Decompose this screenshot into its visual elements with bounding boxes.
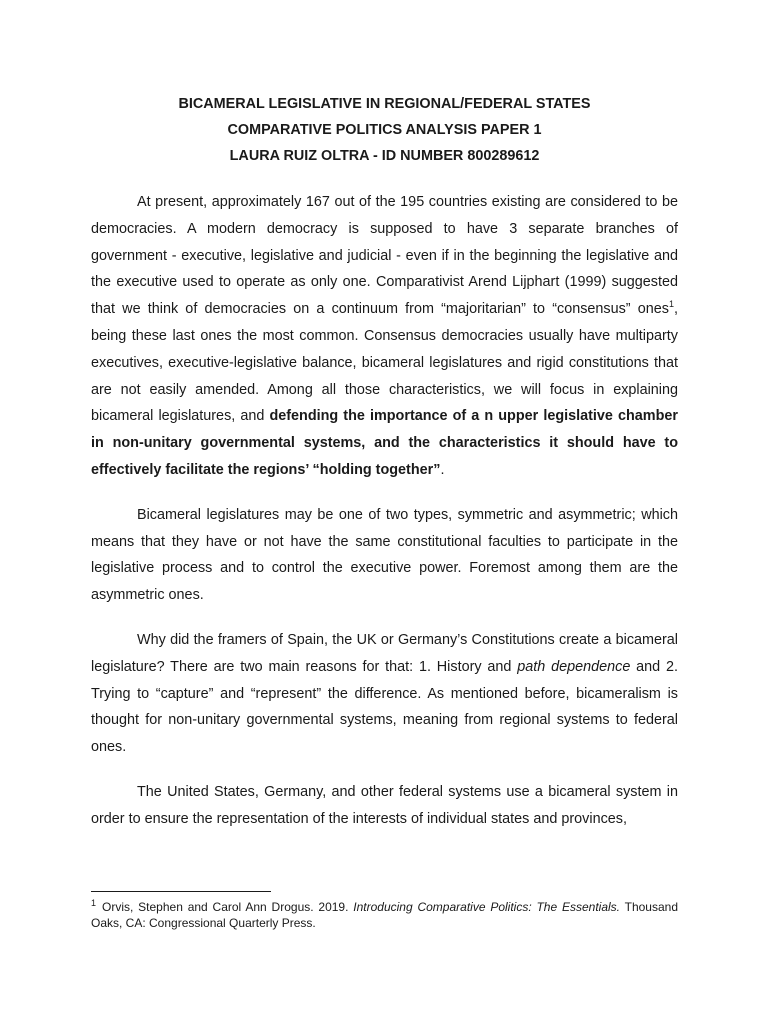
- paragraph-1: [91, 189, 678, 484]
- paragraph-3: [91, 627, 678, 761]
- paragraph-4: The United States, Germany, and other federal systems use a bicameral system in order to ensure the representation of the interests of individual states and provinces,: [91, 783, 678, 827]
- footnote-book-title: Introducing Comparative Politics: The Essentials.: [353, 900, 621, 914]
- paragraph-2: Bicameral legislatures may be one of two types, symmetric and asymmetric; which means that they have or not have the same constitutional faculties to participate in the legislative process and to control the executive power. Foremost among them are the asymmetric ones.: [91, 506, 678, 604]
- footnote-divider: [91, 891, 271, 892]
- footnote-publisher: Thousand Oaks, CA: Congressional Quarterly Press.: [91, 900, 678, 930]
- footnote: [91, 899, 678, 931]
- paragraph-1-thesis: defending the importance of a n upper legislative chamber in non-unitary governmental systems, and the characteristics it should have to effectively facilitate the regions’ “holding together”: [91, 408, 678, 478]
- paragraph-3-italic: path dependence: [517, 658, 631, 675]
- paper-title: BICAMERAL LEGISLATIVE IN REGIONAL/FEDERAL STATES: [178, 96, 591, 112]
- document-body: [91, 91, 678, 833]
- footnote-authors: Orvis, Stephen and Carol Ann Drogus. 2019.: [102, 900, 354, 914]
- footnote-reference: 1: [668, 299, 674, 310]
- paragraph-1-text-b: , being these last ones the most common. Consensus democracies usually have multiparty executives, executive-legislative balance, bicameral legislatures and rigid constitutions that are not easily amended. Among all those characteristics, we will focus in explaining bicameral legislatures, and: [91, 301, 678, 425]
- paper-subtitle: COMPARATIVE POLITICS ANALYSIS PAPER 1: [227, 122, 542, 138]
- paragraph-1-text-a: At present, approximately 167 out of the 195 countries existing are considered to be democracies. A modern democracy is supposed to have 3 separate branches of government - executive, legislative and judicial - even if in the beginning the legislative and the executive used to operate as only one. Comparativist Arend Lijphart (1999) suggested that we think of democracies on a continuum from “majoritarian” to “consensus” ones: [91, 194, 678, 318]
- author-line: LAURA RUIZ OLTRA - ID NUMBER 800289612: [229, 148, 540, 164]
- paragraph-1-end: .: [440, 461, 445, 478]
- footnote-number: 1: [91, 898, 97, 908]
- paragraph-3-text-b: and 2. Trying to “capture” and “represent” the difference. As mentioned before, bicameralism is thought for non-unitary governmental systems, meaning from regional systems to federal ones.: [91, 658, 679, 756]
- paragraph-3-text-a: Why did the framers of Spain, the UK or Germany’s Constitutions create a bicameral legislature? There are two main reasons for that: 1. History and: [91, 631, 678, 675]
